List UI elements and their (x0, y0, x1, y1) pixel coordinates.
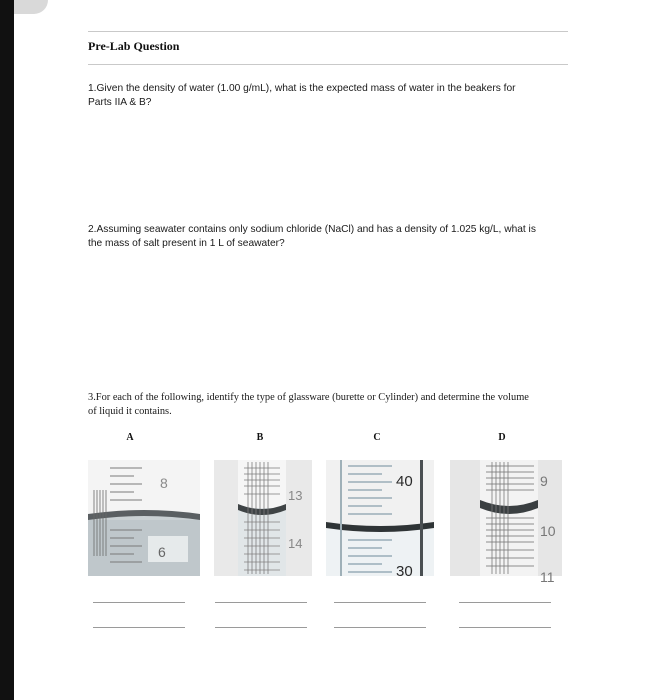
page-corner (14, 0, 48, 14)
question-2-line-2: the mass of salt present in 1 L of seawater? (88, 237, 285, 249)
cylinder-a-label-bottom: 6 (158, 544, 166, 560)
answer-line-b-volume[interactable] (215, 627, 307, 628)
question-1-line-2: Parts IIA & B? (88, 96, 152, 108)
cylinder-c-label-top: 40 (396, 473, 413, 490)
question-3-line-2: of liquid it contains. (88, 405, 172, 417)
question-2-line-1: 2.Assuming seawater contains only sodium chloride (NaCl) and has a density of 1.025 kg/L, what is (88, 224, 536, 235)
question-3-line-1: 3.For each of the following, identify the type of glassware (burette or Cylinder) and determine the volume (88, 392, 529, 403)
answer-line-b-type[interactable] (215, 602, 307, 603)
burette-d-image (450, 460, 562, 585)
question-1-line-1: 1.Given the density of water (1.00 g/mL), what is the expected mass of water in the beakers for (88, 83, 516, 94)
burette-d-label-bottom: 11 (540, 569, 555, 585)
glassware-photo-d (450, 460, 562, 585)
answer-line-d-type[interactable] (459, 602, 551, 603)
answer-line-a-type[interactable] (93, 602, 185, 603)
section-title: Pre-Lab Question (88, 39, 180, 53)
document-page (14, 0, 645, 700)
cylinder-c-image (326, 460, 434, 580)
cylinder-a-label-top: 8 (160, 475, 168, 491)
glassware-letter-b: B (256, 432, 264, 443)
glassware-photo-b (214, 460, 312, 576)
glassware-photo-a (88, 460, 200, 576)
burette-d-label-middle: 10 (540, 523, 556, 539)
glassware-letter-c: C (373, 432, 381, 443)
question-1 (88, 82, 516, 109)
top-rule (88, 31, 568, 32)
answer-line-d-volume[interactable] (459, 627, 551, 628)
burette-b-label-bottom: 14 (288, 536, 303, 551)
question-3 (88, 391, 529, 418)
burette-b-image (214, 460, 312, 576)
burette-d-label-top: 9 (540, 473, 548, 489)
cylinder-a-image (88, 460, 200, 576)
answer-line-c-type[interactable] (334, 602, 426, 603)
question-2 (88, 223, 536, 250)
glassware-letter-d: D (498, 432, 506, 443)
cylinder-c-label-bottom: 30 (396, 563, 413, 580)
answer-line-c-volume[interactable] (334, 627, 426, 628)
burette-b-label-top: 13 (288, 488, 303, 503)
glassware-letter-a: A (126, 432, 134, 443)
answer-line-a-volume[interactable] (93, 627, 185, 628)
glassware-photo-c (326, 460, 434, 580)
title-rule (88, 64, 568, 65)
